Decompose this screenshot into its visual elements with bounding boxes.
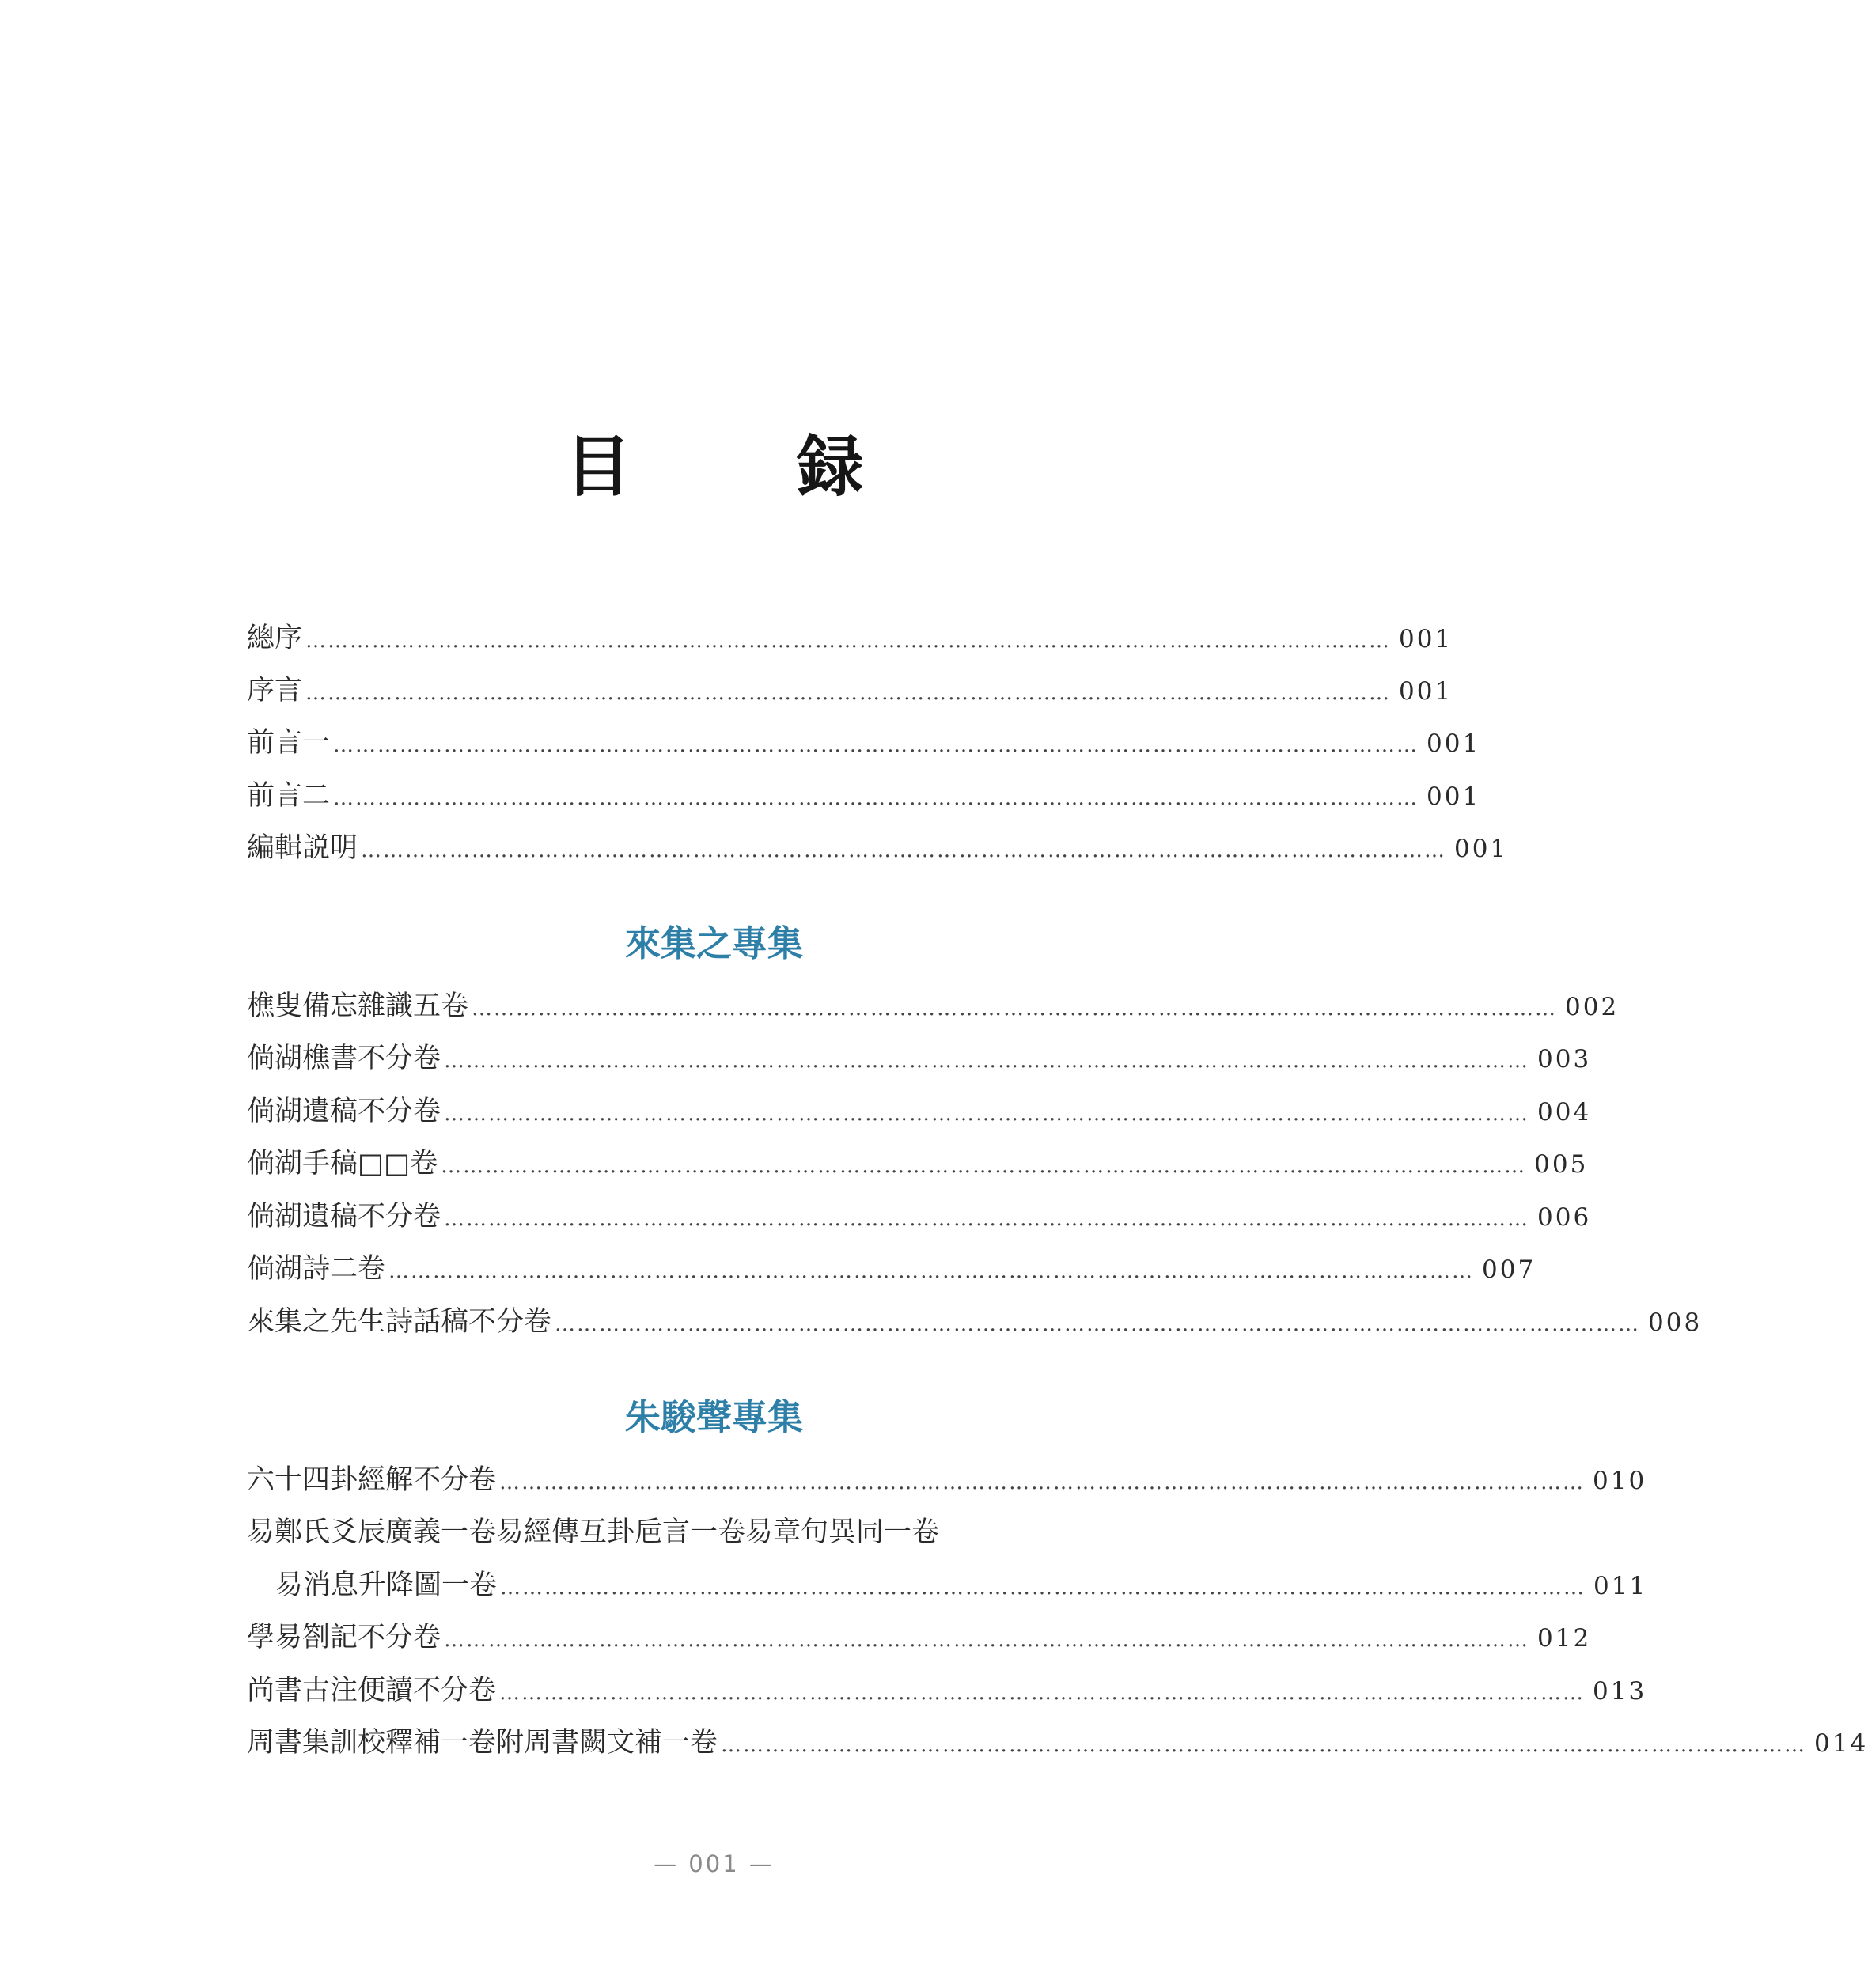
toc-entry-label: 前言二 xyxy=(247,780,331,812)
dot-leader: ………………………………………………………………………………………………………………………………… xyxy=(472,997,1558,1021)
toc-entry-page: 007 xyxy=(1482,1255,1536,1284)
toc-entry[interactable] xyxy=(247,619,1453,658)
toc-entry-page: 003 xyxy=(1537,1045,1592,1074)
toc-entry-page: 004 xyxy=(1537,1098,1592,1127)
page-title: 目 録 xyxy=(564,427,935,506)
dot-leader: ………………………………………………………………………………………………………………………………… xyxy=(361,839,1447,862)
toc-entry-page: 008 xyxy=(1648,1308,1703,1337)
toc-entry-continuation[interactable] xyxy=(275,1566,1648,1605)
dot-leader: ………………………………………………………………………………………………………………………………… xyxy=(444,1102,1530,1126)
dot-leader: ………………………………………………………………………………………………………………………………… xyxy=(500,1576,1586,1600)
toc-entry-label: 樵叟備忘雜識五卷 xyxy=(247,990,469,1022)
dot-leader: ………………………………………………………………………………………………………………………………… xyxy=(333,733,1419,757)
dot-leader: ………………………………………………………………………………………………………………………………… xyxy=(305,629,1392,653)
toc-entry-label: 六十四卦經解不分卷 xyxy=(247,1464,497,1496)
toc-entry[interactable] xyxy=(247,1302,1703,1342)
toc-entry-label: 易消息升降圖一卷 xyxy=(275,1570,498,1601)
toc-entry-page: 001 xyxy=(1427,782,1481,811)
toc-entry-page: 001 xyxy=(1427,729,1481,758)
dot-leader: ………………………………………………………………………………………………………………………………… xyxy=(305,681,1392,705)
toc-entry[interactable] xyxy=(247,1039,1592,1078)
toc-entry-page: 013 xyxy=(1593,1677,1647,1706)
dot-leader: ………………………………………………………………………………………………………………………………… xyxy=(441,1154,1527,1178)
toc-entry-page: 001 xyxy=(1399,677,1453,706)
toc-entry-label: 倘湖遺稿不分卷 xyxy=(247,1201,441,1233)
toc-entry-label: 易鄭氏爻辰廣義一卷易經傳互卦巵言一卷易章句異同一卷 xyxy=(247,1517,940,1548)
toc-entry-page: 010 xyxy=(1593,1467,1647,1495)
toc-entry-label: 來集之先生詩話稿不分卷 xyxy=(247,1306,552,1338)
dot-leader: ………………………………………………………………………………………………………………………………… xyxy=(444,1207,1530,1231)
toc-entry[interactable] xyxy=(247,986,1620,1026)
toc-entry[interactable] xyxy=(247,1460,1647,1500)
toc-entry-page: 002 xyxy=(1565,993,1620,1021)
toc-entry-label: 序言 xyxy=(247,675,303,706)
toc-entry[interactable] xyxy=(247,723,1481,763)
toc-entry[interactable] xyxy=(247,1144,1589,1183)
toc-entry-page: 012 xyxy=(1537,1624,1592,1653)
dot-leader: ………………………………………………………………………………………………………………………………… xyxy=(721,1733,1807,1757)
toc-entry-label: 倘湖樵書不分卷 xyxy=(247,1043,441,1074)
toc-entry-label: 編輯説明 xyxy=(247,832,358,864)
toc-entry[interactable] xyxy=(247,828,1509,868)
toc-entry-page: 014 xyxy=(1814,1729,1868,1758)
section-heading: 來集之專集 xyxy=(624,922,803,964)
toc-entry-label: 倘湖遺稿不分卷 xyxy=(247,1096,441,1127)
toc-entry[interactable] xyxy=(247,1671,1647,1710)
dot-leader: ………………………………………………………………………………………………………………………………… xyxy=(499,1681,1586,1705)
toc-entry-page: 011 xyxy=(1593,1572,1648,1600)
toc-entry[interactable] xyxy=(247,671,1453,710)
toc-entry[interactable] xyxy=(247,1723,1868,1763)
toc-entry[interactable] xyxy=(247,1197,1592,1236)
dot-leader: ………………………………………………………………………………………………………………………………… xyxy=(555,1312,1641,1336)
dot-leader: ………………………………………………………………………………………………………………………………… xyxy=(444,1049,1530,1073)
toc-entry-page: 006 xyxy=(1537,1203,1592,1232)
toc-entry[interactable] xyxy=(247,1513,1183,1552)
toc-entry-page: 005 xyxy=(1534,1150,1589,1179)
dot-leader: ………………………………………………………………………………………………………………………………… xyxy=(333,786,1419,810)
toc-entry-label: 倘湖詩二卷 xyxy=(247,1253,386,1285)
toc-entry-label: 學易劄記不分卷 xyxy=(247,1622,441,1653)
dot-leader: ………………………………………………………………………………………………………………………………… xyxy=(388,1259,1475,1283)
page-number: — 001 — xyxy=(654,1850,775,1877)
toc-entry-label: 總序 xyxy=(247,623,303,654)
toc-entry-label: 倘湖手稿□□卷 xyxy=(247,1148,438,1180)
dot-leader: ………………………………………………………………………………………………………………………………… xyxy=(444,1628,1530,1652)
toc-entry[interactable] xyxy=(247,776,1481,816)
toc-entry-label: 尚書古注便讀不分卷 xyxy=(247,1675,497,1706)
toc-entry-page: 001 xyxy=(1399,625,1453,653)
toc-entry[interactable] xyxy=(247,1092,1592,1131)
dot-leader: ………………………………………………………………………………………………………………………………… xyxy=(499,1471,1586,1494)
toc-entry-label: 周書集訓校釋補一卷附周書闕文補一卷 xyxy=(247,1727,718,1759)
section-heading: 朱駿聲專集 xyxy=(624,1396,803,1438)
toc-entry[interactable] xyxy=(247,1618,1592,1657)
toc-entry-label: 前言一 xyxy=(247,727,331,759)
toc-entry[interactable] xyxy=(247,1249,1536,1289)
toc-entry-page: 001 xyxy=(1454,835,1509,863)
